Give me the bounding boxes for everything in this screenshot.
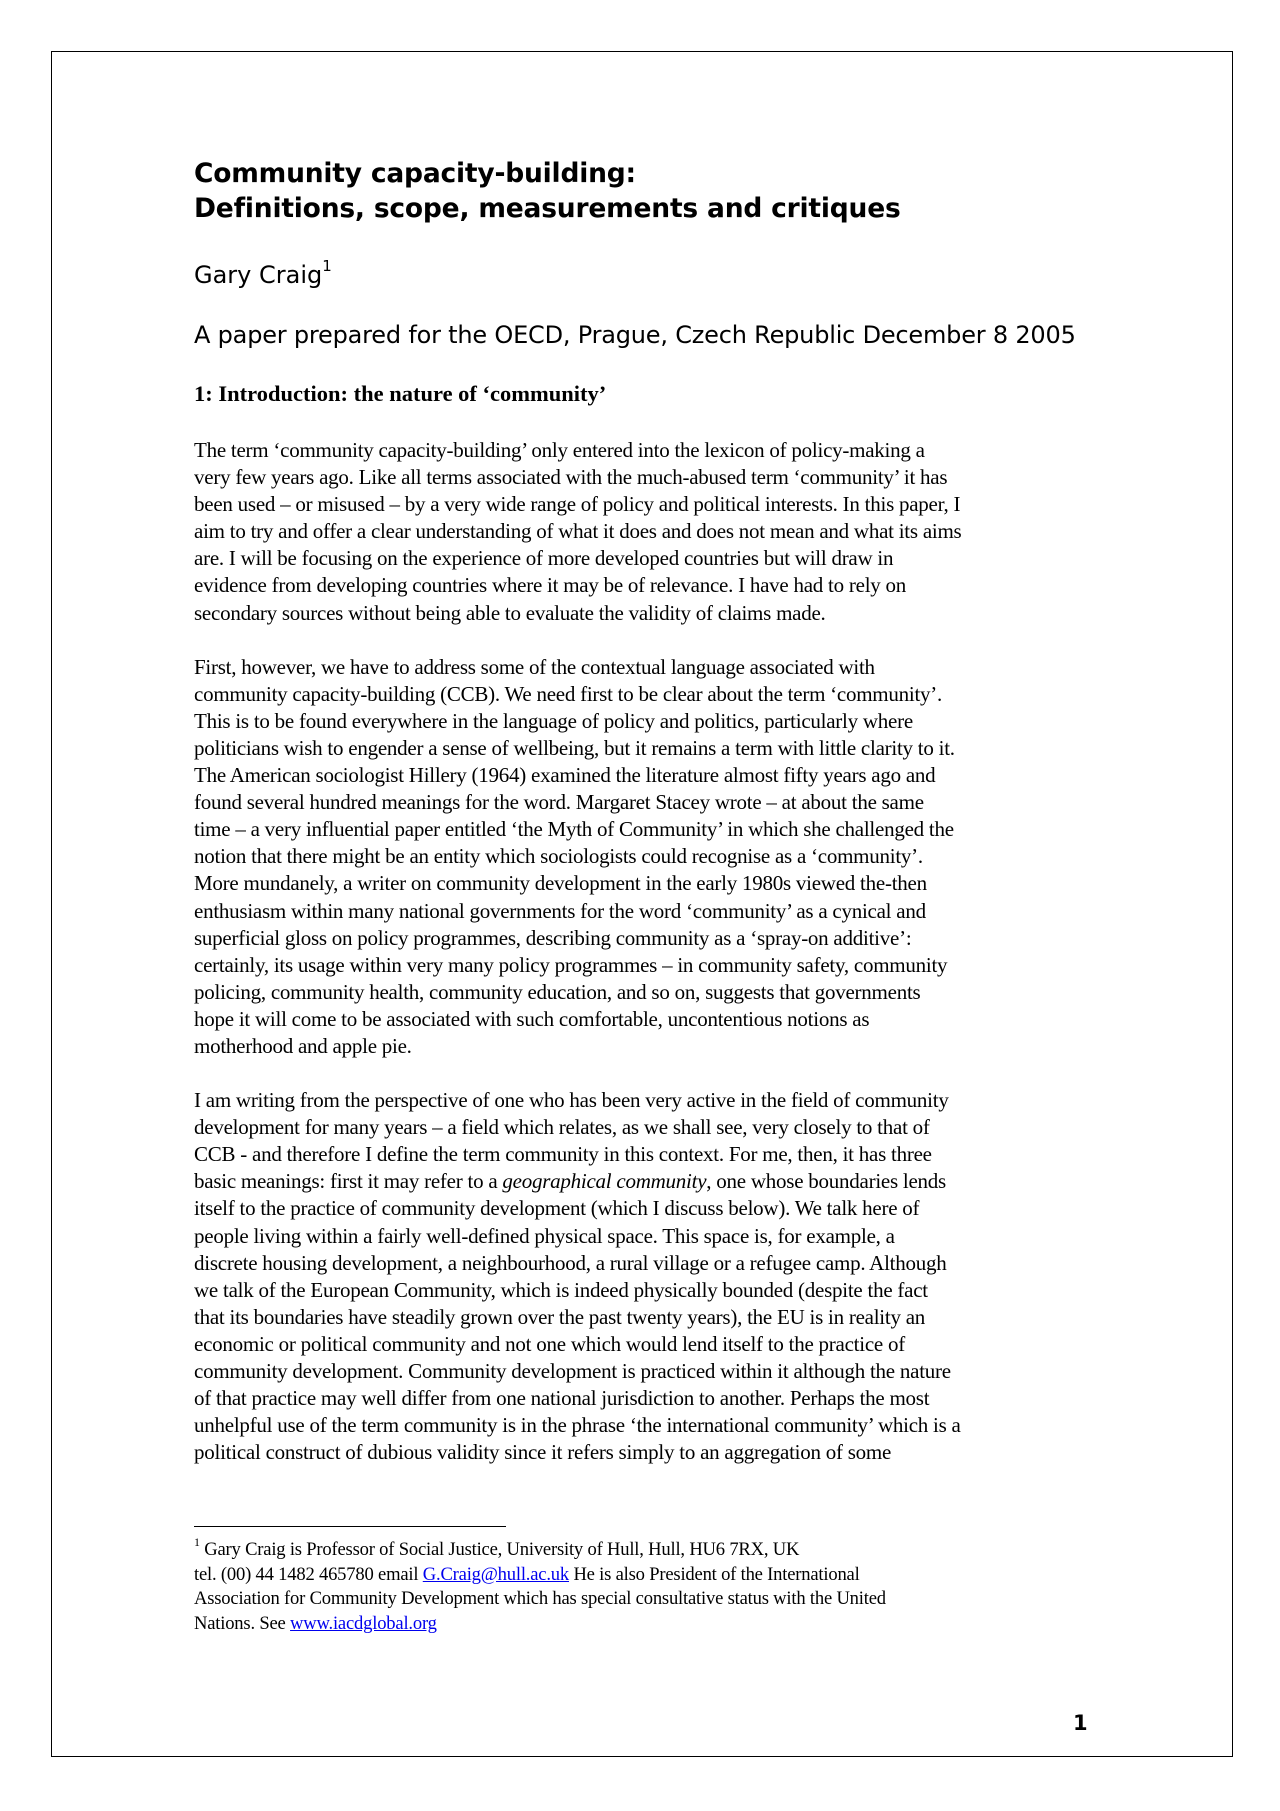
text-line: First, however, we have to address some of the contextual language associated with <box>194 654 875 679</box>
text-fragment: , one whose boundaries lends <box>706 1169 946 1194</box>
text-line: notion that there might be an entity which sociologists could recognise as a ‘community’. <box>194 844 923 869</box>
text-line: secondary sources without being able to evaluate the validity of claims made. <box>194 600 826 625</box>
text-line: More mundanely, a writer on community development in the early 1980s viewed the-then <box>194 871 927 896</box>
page-number: 1 <box>1073 1711 1088 1735</box>
text-line: CCB - and therefore I define the term community in this context. For me, then, it has three <box>194 1142 932 1167</box>
text-line: hope it will come to be associated with such comfortable, uncontentious notions as <box>194 1006 870 1031</box>
text-line: we talk of the European Community, which is indeed physically bounded (despite the fact <box>194 1277 928 1302</box>
text-line: motherhood and apple pie. <box>194 1033 412 1058</box>
text-line: unhelpful use of the term community is in the phrase ‘the international community’ which is a <box>194 1413 961 1438</box>
author <box>194 257 1090 290</box>
text-line: policing, community health, community education, and so on, suggests that governments <box>194 979 921 1004</box>
paper-subtitle: A paper prepared for the OECD, Prague, Czech Republic December 8 2005 <box>194 321 1076 349</box>
website-link[interactable]: www.iacdglobal.org <box>290 1612 437 1634</box>
text-line: been used – or misused – by a very wide range of policy and political interests. In this paper, I <box>194 492 961 517</box>
text-line: discrete housing development, a neighbourhood, a rural village or a refugee camp. Although <box>194 1250 947 1275</box>
text-line: political construct of dubious validity since it refers simply to an aggregation of some <box>194 1440 892 1465</box>
text-line: people living within a fairly well-defined physical space. This space is, for example, a <box>194 1223 895 1248</box>
footnote-line: Association for Community Development which has special consultative status with the United <box>194 1588 886 1609</box>
text-line: The American sociologist Hillery (1964) examined the literature almost fifty years ago and <box>194 763 936 788</box>
email-link[interactable]: G.Craig@hull.ac.uk <box>422 1563 569 1585</box>
footnote-line <box>194 1534 1074 1563</box>
footnote-line <box>194 1563 1074 1588</box>
text-line: found several hundred meanings for the word. Margaret Stacey wrote – at about the same <box>194 790 924 815</box>
text-line: of that practice may well differ from one national jurisdiction to another. Perhaps the most <box>194 1386 930 1411</box>
text-line-with-italic <box>194 1168 1090 1195</box>
italic-phrase: geographical community <box>502 1169 707 1194</box>
text-line: itself to the practice of community development (which I discuss below). We talk here of <box>194 1196 920 1221</box>
document-title <box>194 156 1090 226</box>
footnote <box>194 1534 1074 1636</box>
footnote-text: Gary Craig is Professor of Social Justice, University of Hull, Hull, HU6 7RX, UK <box>199 1539 800 1560</box>
footnote-separator <box>194 1526 506 1527</box>
text-line: certainly, its usage within very many policy programmes – in community safety, community <box>194 952 948 977</box>
footnote-marker: 1 <box>194 1534 200 1549</box>
text-line: This is to be found everywhere in the language of policy and politics, particularly where <box>194 708 913 733</box>
text-line: The term ‘community capacity-building’ only entered into the lexicon of policy-making a <box>194 438 925 462</box>
text-line: superficial gloss on policy programmes, describing community as a ‘spray-on additive’: <box>194 925 912 950</box>
footnote-text: tel. (00) 44 1482 465780 email <box>194 1563 423 1585</box>
text-line: very few years ago. Like all terms associated with the much-abused term ‘community’ it has <box>194 465 948 490</box>
text-line: I am writing from the perspective of one who has been very active in the field of community <box>194 1088 949 1113</box>
footnote-text: He is also President of the International <box>569 1563 860 1585</box>
paragraph-3 <box>194 1087 1090 1466</box>
author-footnote-marker[interactable]: 1 <box>322 257 332 275</box>
footnote-line <box>194 1612 1074 1637</box>
text-line: aim to try and offer a clear understanding of what it does and does not mean and what its aims <box>194 519 962 544</box>
document-body <box>194 156 1090 1466</box>
paragraph-2 <box>194 654 1090 1060</box>
text-line: are. I will be focusing on the experience of more developed countries but will draw in <box>194 546 894 571</box>
text-line: economic or political community and not one which would lend itself to the practice of <box>194 1331 905 1356</box>
text-line: development for many years – a field which relates, as we shall see, very closely to that of <box>194 1115 930 1140</box>
text-line: community development. Community development is practiced within it although the nature <box>194 1359 951 1383</box>
text-line: politicians wish to engender a sense of wellbeing, but it remains a term with little clarity to it. <box>194 735 955 760</box>
footnote-text: Nations. See <box>194 1612 291 1634</box>
author-name: Gary Craig <box>194 261 323 289</box>
title-line-1: Community capacity-building: <box>194 158 636 189</box>
text-line: time – a very influential paper entitled ‘the Myth of Community’ in which she challenged the <box>194 817 954 842</box>
paragraph-1 <box>194 437 1090 627</box>
text-line: that its boundaries have steadily grown over the past twenty years), the EU is in reality an <box>194 1304 926 1329</box>
text-line: community capacity-building (CCB). We need first to be clear about the term ‘community’. <box>194 681 943 706</box>
title-line-2: Definitions, scope, measurements and critiques <box>194 193 901 224</box>
section-heading: 1: Introduction: the nature of ‘community’ <box>194 381 607 406</box>
text-line: evidence from developing countries where it may be of relevance. I have had to rely on <box>194 573 907 598</box>
text-fragment: basic meanings: first it may refer to a <box>194 1169 503 1194</box>
text-line: enthusiasm within many national governments for the word ‘community’ as a cynical and <box>194 898 926 923</box>
